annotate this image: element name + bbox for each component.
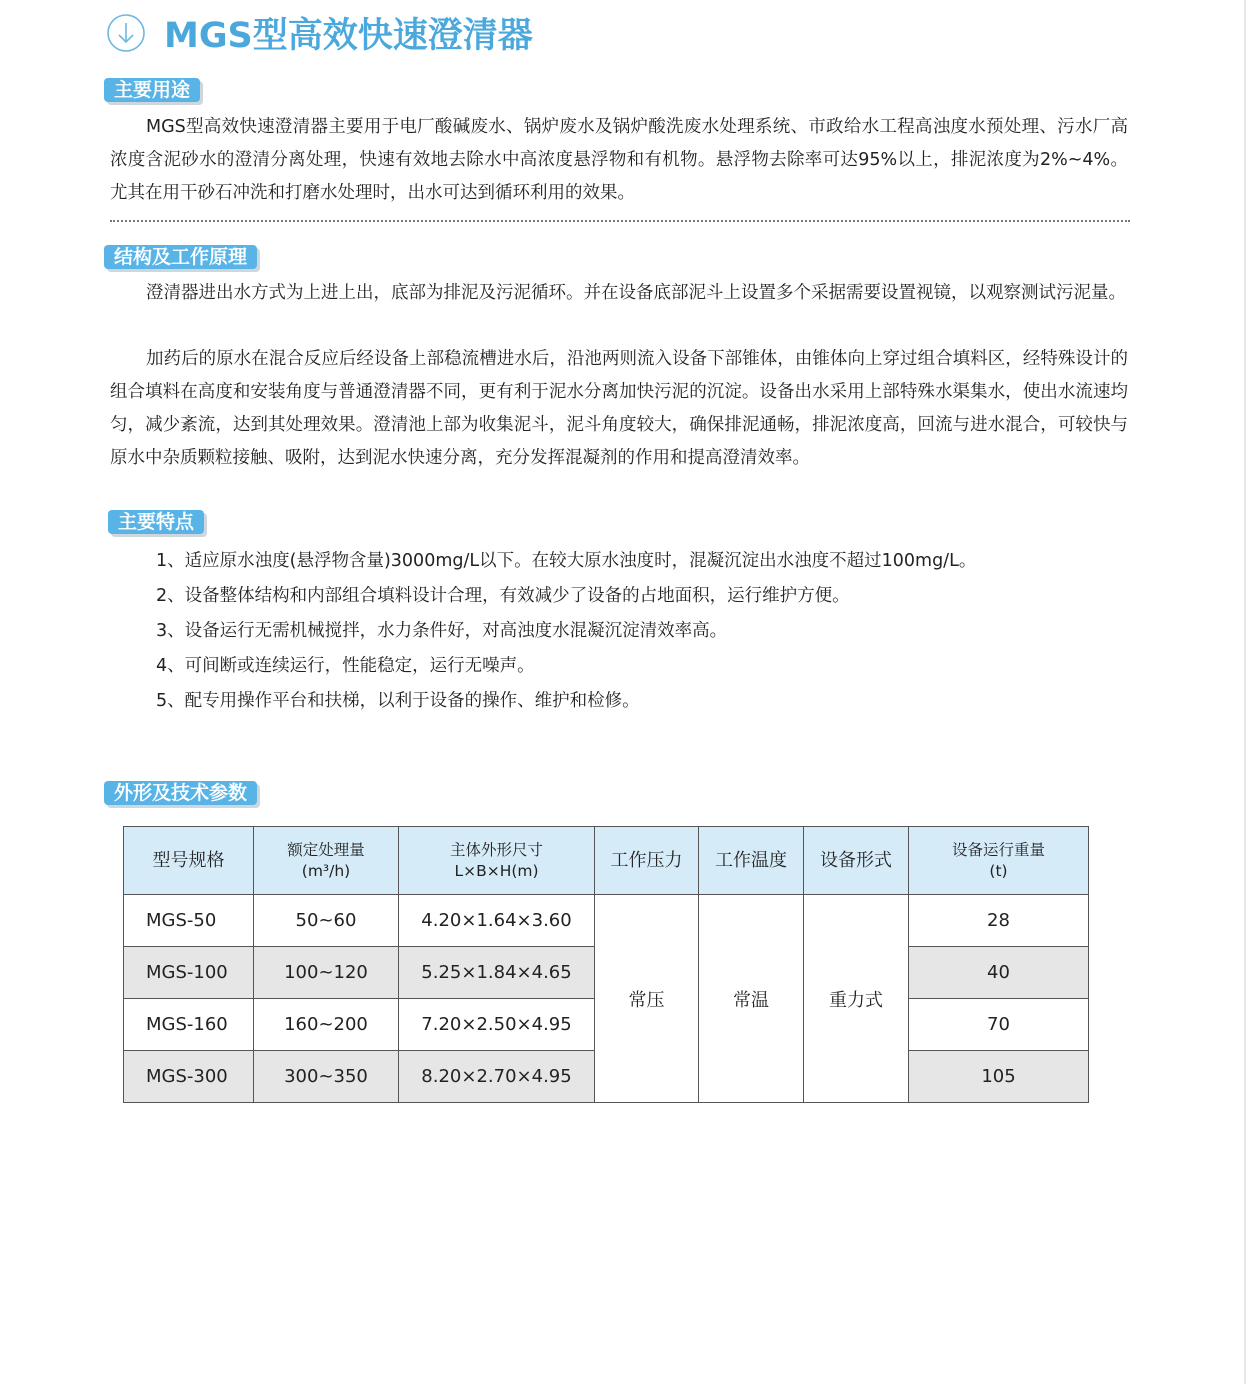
header-weight-unit: (t) [989, 861, 1008, 880]
cell-dimensions: 7.20×2.50×4.95 [399, 999, 595, 1051]
page-header [106, 10, 533, 56]
cell-weight: 105 [909, 1051, 1089, 1103]
cell-model: MGS-100 [124, 947, 254, 999]
spec-table [123, 826, 1089, 1103]
section-tag-principle: 结构及工作原理 [104, 245, 257, 269]
principle-paragraph-1: 澄清器进出水方式为上进上出，底部为排泥及污泥循环。并在设备底部泥斗上设置多个采据需要设置视镜，以观察测试污泥量。 [146, 283, 1126, 303]
header-temperature: 工作温度 [699, 827, 804, 895]
feature-item: 2、设备整体结构和内部组合填料设计合理，有效减少了设备的占地面积，运行维护方便。 [156, 586, 850, 606]
header-type: 设备形式 [804, 827, 909, 895]
dotted-divider [110, 220, 1130, 222]
cell-capacity: 100~120 [254, 947, 399, 999]
cell-temperature: 常温 [699, 895, 804, 1103]
section-tag-features: 主要特点 [108, 510, 204, 534]
cell-dimensions: 8.20×2.70×4.95 [399, 1051, 595, 1103]
feature-item: 4、可间断或连续运行，性能稳定，运行无噪声。 [156, 656, 535, 676]
cell-dimensions: 5.25×1.84×4.65 [399, 947, 595, 999]
feature-item: 5、配专用操作平台和扶梯，以利于设备的操作、维护和检修。 [156, 691, 640, 711]
cell-model: MGS-50 [124, 895, 254, 947]
spec-table-header-row [124, 827, 1089, 895]
cell-pressure: 常压 [595, 895, 699, 1103]
cell-weight: 28 [909, 895, 1089, 947]
header-weight [909, 827, 1089, 895]
usage-paragraph: MGS型高效快速澄清器主要用于电厂酸碱废水、锅炉废水及锅炉酸洗废水处理系统、市政给水工程高浊度水预处理、污水厂高浓度含泥砂水的澄清分离处理，快速有效地去除水中高浓度悬浮物和有机物。悬浮物去除率可达95%以上，排泥浓度为2%~4%。尤其在用干砂石冲洗和打磨水处理时，出水可达到循环利用的效果。 [110, 117, 1128, 203]
header-dimensions-label: 主体外形尺寸 [449, 840, 543, 859]
header-capacity [254, 827, 399, 895]
header-dimensions-unit: L×B×H(m) [454, 861, 539, 880]
page-edge-line [1244, 0, 1246, 1384]
arrow-down-circle-icon [106, 13, 146, 53]
feature-item: 1、适应原水浊度(悬浮物含量)3000mg/L以下。在较大原水浊度时，混凝沉淀出水浊度不超过100mg/L。 [156, 551, 977, 571]
page-title: MGS型高效快速澄清器 [164, 16, 533, 56]
cell-model: MGS-300 [124, 1051, 254, 1103]
header-pressure: 工作压力 [595, 827, 699, 895]
section-tag-specs: 外形及技术参数 [104, 781, 257, 805]
cell-model: MGS-160 [124, 999, 254, 1051]
table-row [124, 895, 1089, 947]
header-dimensions [399, 827, 595, 895]
header-weight-label: 设备运行重量 [951, 840, 1045, 859]
principle-paragraph-2: 加药后的原水在混合反应后经设备上部稳流槽进水后，沿池两则流入设备下部锥体，由锥体向上穿过组合填料区，经特殊设计的组合填料在高度和安装角度与普通澄清器不同，更有利于泥水分离加快污泥的沉淀。设备出水采用上部特殊水渠集水，使出水流速均匀，减少紊流，达到其处理效果。澄清池上部为收集泥斗，泥斗角度较大，确保排泥通畅，排泥浓度高，回流与进水混合，可较快与原水中杂质颗粒接触、吸附，达到泥水快速分离，充分发挥混凝剂的作用和提高澄清效率。 [110, 349, 1128, 468]
feature-item: 3、设备运行无需机械搅拌，水力条件好，对高浊度水混凝沉淀清效率高。 [156, 621, 728, 641]
cell-capacity: 50~60 [254, 895, 399, 947]
cell-weight: 40 [909, 947, 1089, 999]
cell-dimensions: 4.20×1.64×3.60 [399, 895, 595, 947]
cell-capacity: 300~350 [254, 1051, 399, 1103]
header-model: 型号规格 [124, 827, 254, 895]
cell-type: 重力式 [804, 895, 909, 1103]
header-capacity-label: 额定处理量 [287, 840, 365, 859]
section-tag-usage: 主要用途 [104, 78, 200, 102]
header-capacity-unit: (m³/h) [301, 861, 351, 880]
cell-capacity: 160~200 [254, 999, 399, 1051]
cell-weight: 70 [909, 999, 1089, 1051]
